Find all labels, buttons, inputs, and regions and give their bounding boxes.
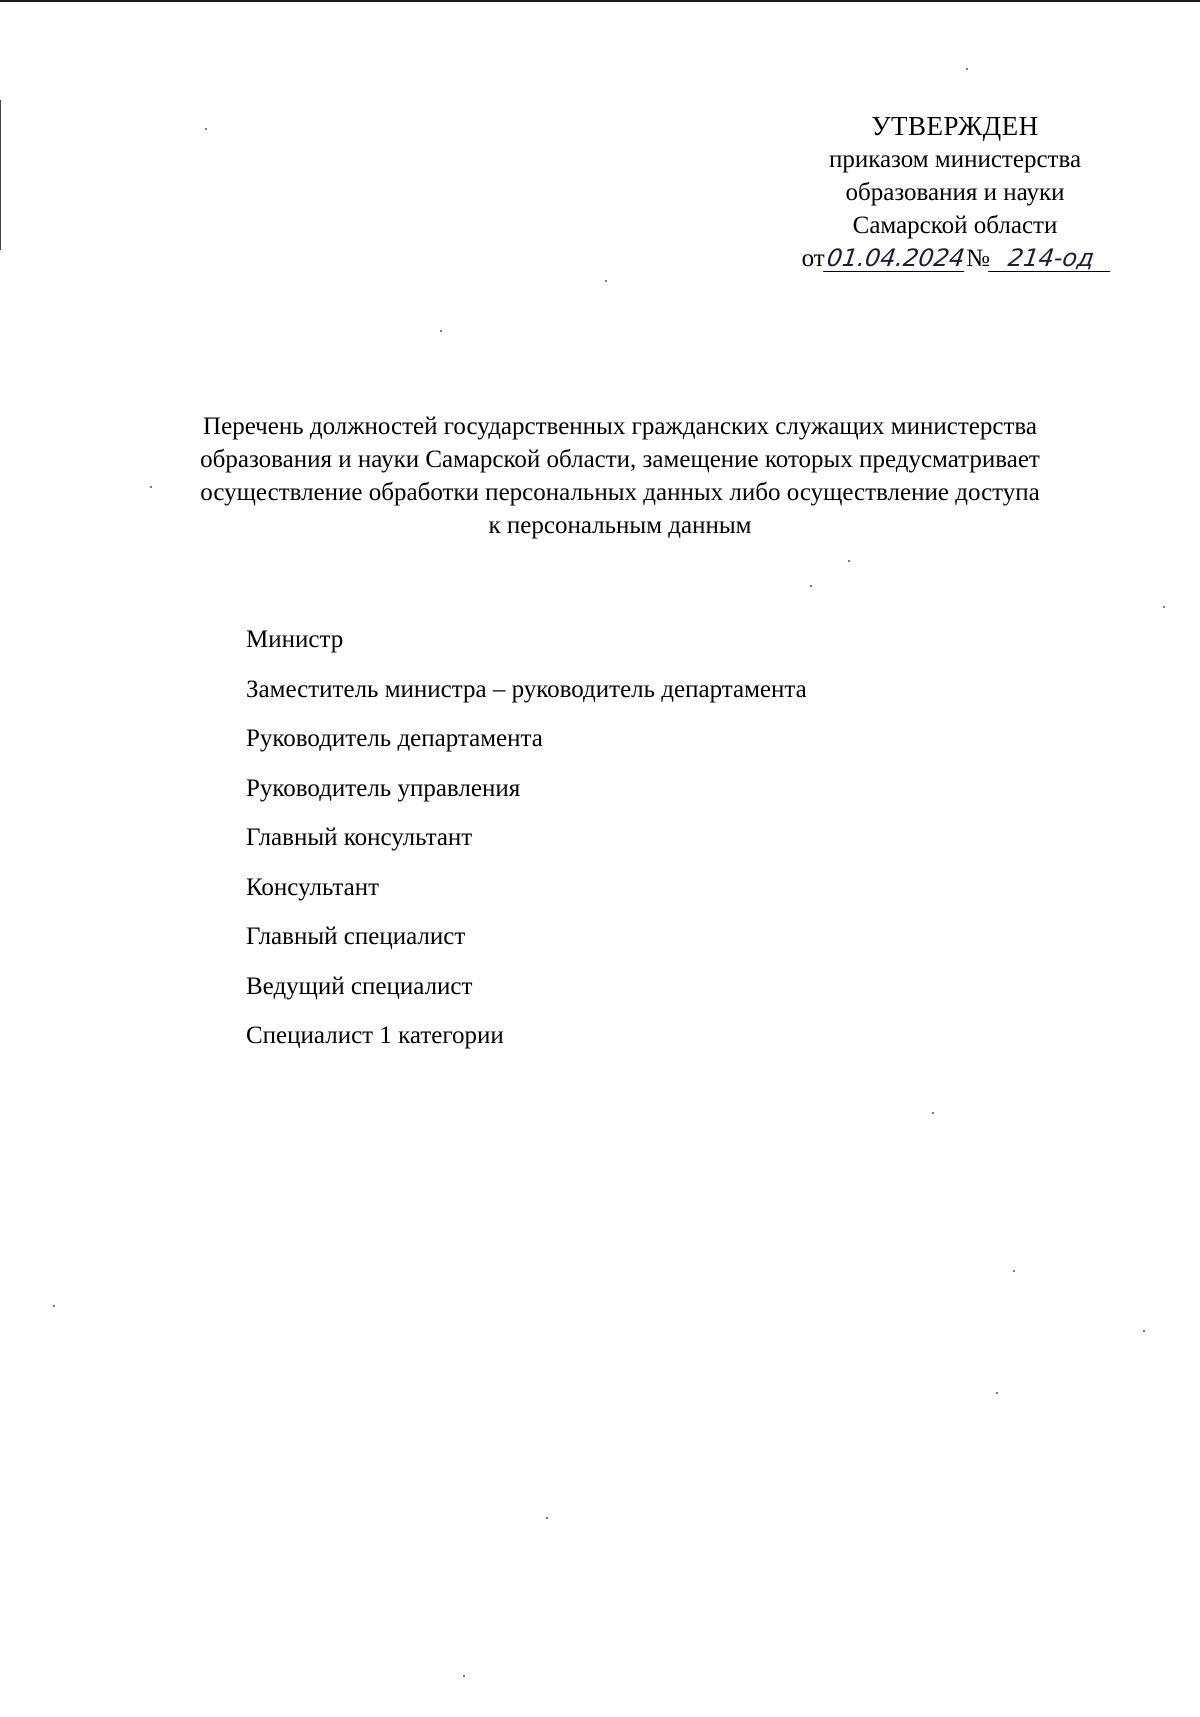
title-line: Перечень должностей государственных гражданских служащих министерства [203, 413, 1037, 440]
approval-line-2: образования и науки [845, 179, 1065, 206]
handwritten-order-number: 214-од [988, 245, 1114, 272]
position-item: Специалист 1 категории [246, 1022, 504, 1049]
position-item: Главный консультант [246, 824, 473, 851]
scan-speck [53, 1305, 55, 1307]
position-item: Заместитель министра – руководитель департамента [246, 675, 807, 703]
scan-speck [440, 330, 442, 332]
position-item: Главный специалист [246, 923, 466, 950]
position-item: Руководитель департамента [246, 725, 543, 752]
scan-speck [1143, 1330, 1145, 1332]
position-item: Министр [246, 626, 344, 653]
number-prefix: № [966, 245, 990, 272]
title-line: осуществление обработки персональных данных либо осуществление доступа [200, 479, 1040, 506]
position-item: Руководитель управления [246, 774, 521, 802]
scan-speck [932, 1112, 934, 1114]
scan-speck [463, 1675, 465, 1677]
date-prefix: от [801, 245, 825, 272]
scan-left-edge [0, 100, 1, 250]
scan-speck [966, 68, 968, 70]
scan-top-border [0, 0, 1200, 2]
scan-speck [605, 280, 607, 282]
approval-block [790, 110, 1120, 275]
positions-list [246, 625, 807, 1071]
scan-speck [996, 1392, 998, 1394]
handwritten-date: 01.04.2024 [824, 244, 967, 272]
order-date-number-line [790, 242, 1120, 275]
scan-speck [1013, 1270, 1015, 1272]
title-line: к персональным данным [488, 512, 752, 539]
scan-speck [205, 128, 207, 130]
document-title [120, 410, 1120, 542]
scan-speck [810, 585, 812, 587]
scan-speck [848, 560, 850, 562]
title-line: образования и науки Самарской области, замещение которых предусматривает [200, 446, 1040, 473]
position-item: Ведущий специалист [246, 972, 473, 1000]
scan-speck [546, 1517, 548, 1519]
approval-line-3: Самарской области [852, 212, 1058, 239]
approval-line-1: приказом министерства [828, 146, 1082, 173]
approval-heading: УТВЕРЖДЕН [871, 111, 1039, 141]
scan-speck [1163, 606, 1165, 608]
position-item: Консультант [246, 873, 380, 901]
